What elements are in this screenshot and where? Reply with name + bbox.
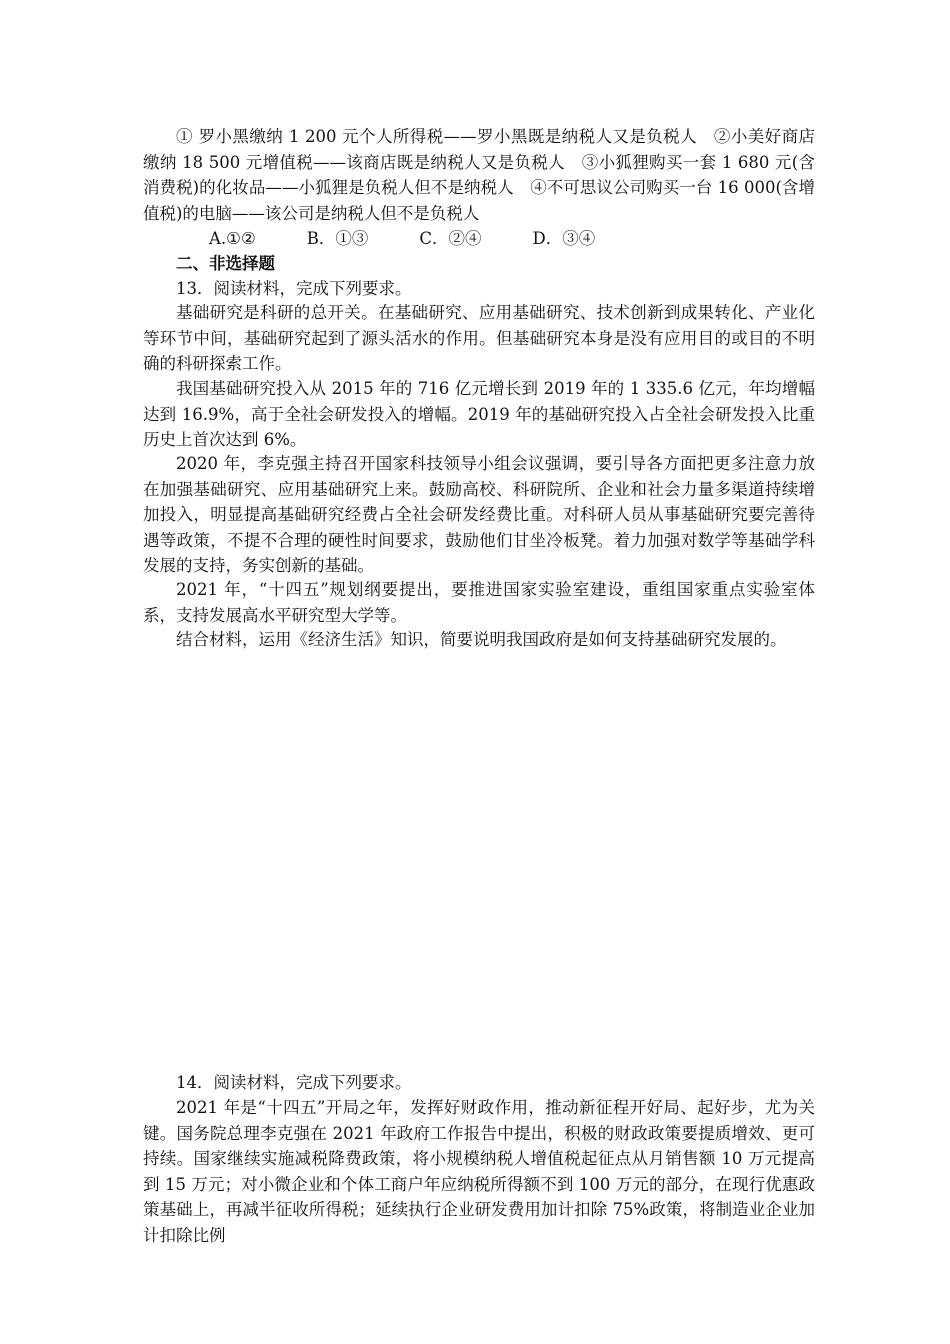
section-title: 二、非选择题 (176, 254, 275, 273)
q12-statements: ① 罗小黑缴纳 1 200 元个人所得税——罗小黑既是纳税人又是负税人 ②小美好商店缴纳 18 500 元增值税——该商店既是纳税人又是负税人 ③小狐狸购买一套 1 680 元(含消费税)的化妆品——小狐狸是负税人但不是纳税人 ④不可思议公司购买一台 16 000(含增值税)的电脑——该公司是纳税人但不是负税人 (143, 127, 815, 223)
q13-paragraph-3: 2020 年，李克强主持召开国家科技领导小组会议强调，要引导各方面把更多注意力放在加强基础研究、应用基础研究上来。鼓励高校、科研院所、企业和社会力量多渠道持续增加投入，明显提高基础研究经费占全社会研发经费比重。对科研人员从事基础研究要完善待遇等政策，不提不合理的硬性时间要求，鼓励他们甘坐冷板凳。着力加强对数学等基础学科发展的支持，务实创新的基础。 (143, 454, 815, 575)
q12-options (143, 226, 815, 252)
q13-question: 结合材料，运用《经济生活》知识，简要说明我国政府是如何支持基础研究发展的。 (176, 630, 787, 649)
option-c: C．②④ (419, 229, 482, 248)
q13-paragraph-4: 2021 年，“十四五”规划纲要提出，要推进国家实验室建设，重组国家重点实验室体系，支持发展高水平研究型大学等。 (143, 580, 815, 625)
q14-paragraph-1: 2021 年是“十四五”开局之年，发挥好财政作用，推动新征程开好局、起好步，尤为关键。国务院总理李克强在 2021 年政府工作报告中提出，积极的财政政策要提质增效、更可持续。国家继续实施减税降费政策，将小规模纳税人增值税起征点从月销售额 10 万元提高到 15 万元；对小微企业和个体工商户年应纳税所得额不到 100 万元的部分，在现行优惠政策基础上，再减半征收所得税；延续执行企业研发费用加计扣除 75%政策，将制造业企业加计扣除比例 (143, 1098, 815, 1245)
q13-paragraph-2: 我国基础研究投入从 2015 年的 716 亿元增长到 2019 年的 1 335.6 亿元，年均增幅达到 16.9%，高于全社会研发投入的增幅。2019 年的基础研究投入占全社会研发投入比重历史上首次达到 6%。 (143, 379, 815, 449)
option-a: A.①② (209, 229, 256, 248)
q13-paragraph-1: 基础研究是科研的总开关。在基础研究、应用基础研究、技术创新到成果转化、产业化等环节中间，基础研究起到了源头活水的作用。但基础研究本身是没有应用目的或目的不明确的科研探索工作。 (143, 303, 815, 373)
q13-prompt: 13．阅读材料，完成下列要求。 (176, 279, 412, 298)
option-d: D．③④ (532, 229, 596, 248)
option-b: B．①③ (306, 229, 369, 248)
q14-prompt: 14．阅读材料，完成下列要求。 (176, 1073, 412, 1092)
